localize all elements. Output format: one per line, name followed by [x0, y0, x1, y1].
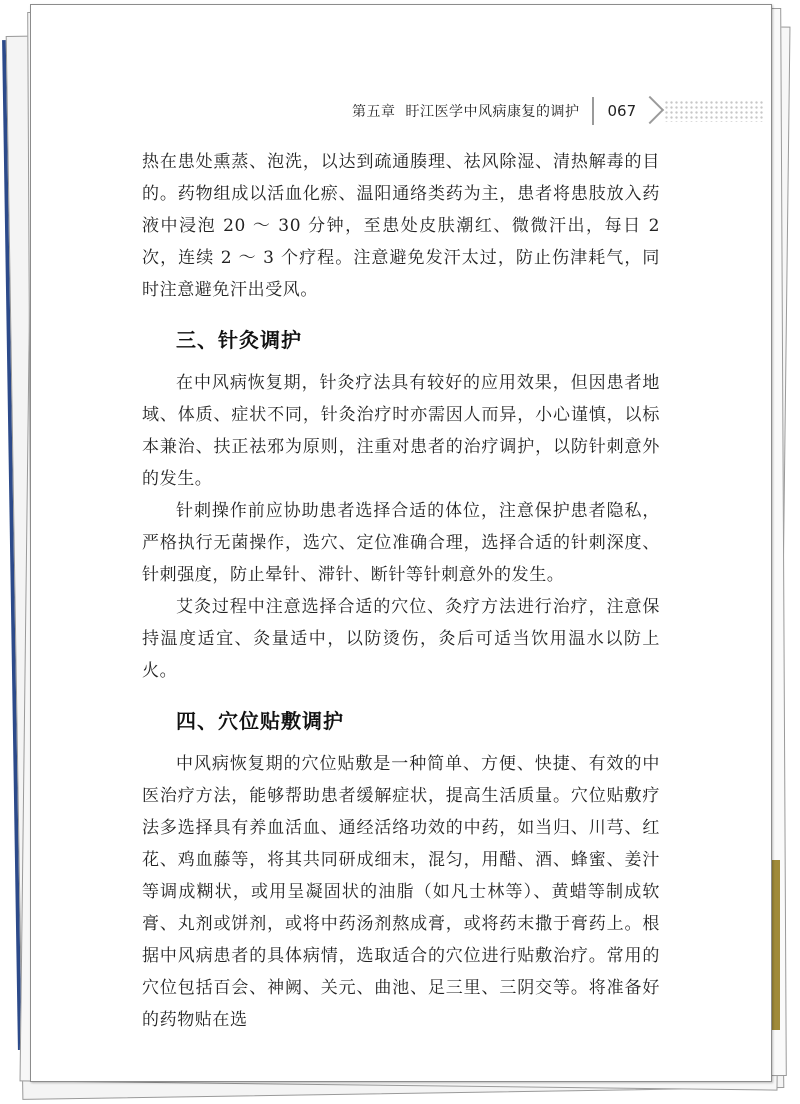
paragraph: 艾灸过程中注意选择合适的穴位、灸疗方法进行治疗，注意保持温度适宜、灸量适中，以防烫伤，灸后可适当饮用温水以防上火。	[142, 597, 660, 681]
paragraph: 在中风病恢复期，针灸疗法具有较好的应用效果，但因患者地域、体质、症状不同，针灸治疗时亦需因人而异，小心谨慎，以标本兼治、扶正祛邪为原则，注重对患者的治疗调护，以防针刺意外的发生。	[142, 373, 660, 489]
page-number: 067	[592, 97, 661, 125]
chapter-label: 第五章	[352, 104, 396, 120]
paragraph: 针刺操作前应协助患者选择合适的体位，注意保护患者隐私，严格执行无菌操作，选穴、定位准确合理，选择合适的针刺深度、针刺强度，防止晕针、滞针、断针等针刺意外的发生。	[142, 501, 660, 585]
section-heading-acupuncture: 三、针灸调护	[176, 328, 302, 352]
paragraph: 中风病恢复期的穴位贴敷是一种简单、方便、快捷、有效的中医治疗方法，能够帮助患者缓解症状，提高生活质量。穴位贴敷疗法多选择具有养血活血、通经活络功效的中药，如当归、川芎、红花、鸡血藤等，将其共同研成细末，混匀，用醋、酒、蜂蜜、姜汁等调成糊状，或用呈凝固状的油脂（如凡士林等）、黄蜡等制成软膏、丸剂或饼剂，或将中药汤剂熬成膏，或将药末撒于膏药上。根据中风病患者的具体病情，选取适合的穴位进行贴敷治疗。常用的穴位包括百会、神阙、关元、曲池、足三里、三阴交等。将准备好的药物贴在选	[142, 754, 660, 1030]
running-header	[352, 96, 764, 126]
chapter-title: 盱江医学中风病康复的调护	[405, 104, 580, 120]
continuation-paragraph: 热在患处熏蒸、泡洗，以达到疏通腠理、祛风除湿、清热解毒的目的。药物组成以活血化瘀、温阳通络类药为主，患者将患肢放入药液中浸泡 20 ～ 30 分钟，至患处皮肤潮红、微微汗出，每日 2 次，连续 2 ～ 3 个疗程。注意避免发汗太过，防止伤津耗气，同时注意避免汗出受风。	[142, 152, 660, 300]
header-dot-pattern	[664, 100, 764, 122]
section-heading-acupoint-application: 四、穴位贴敷调护	[176, 709, 344, 733]
page-content	[142, 146, 660, 1036]
